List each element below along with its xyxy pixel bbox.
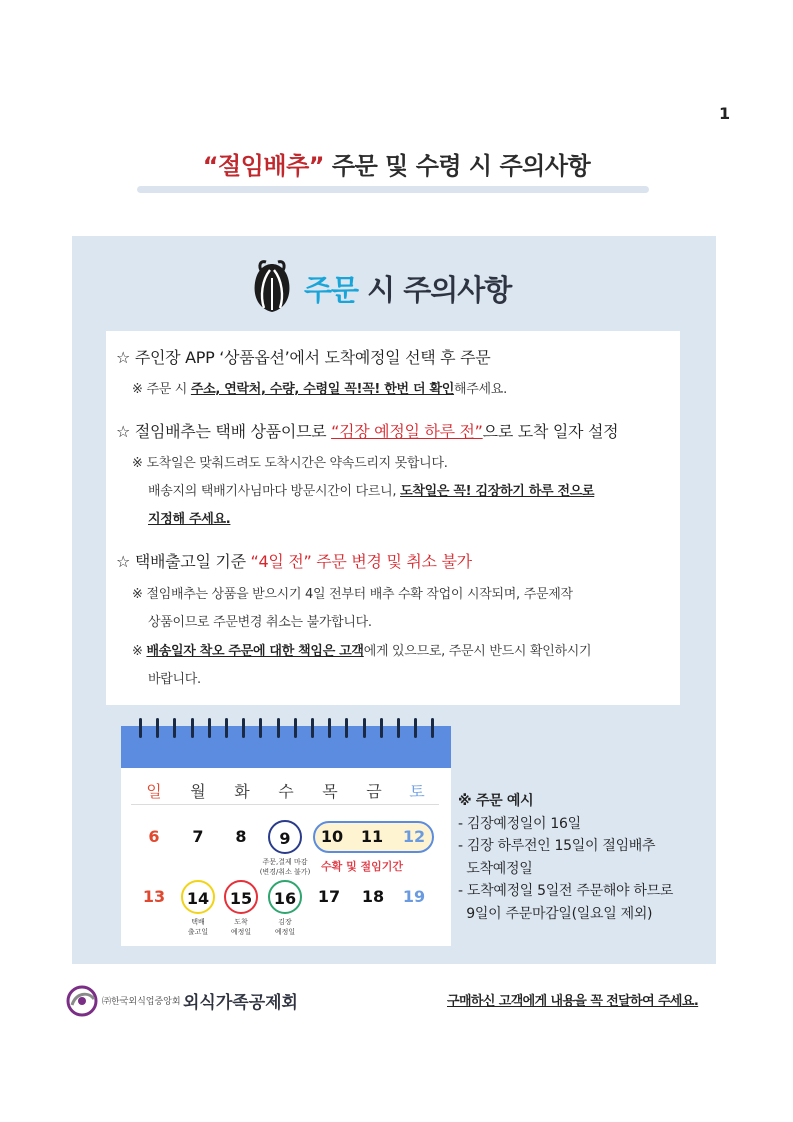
weekday-wed: 수	[278, 782, 294, 801]
order-example-line: 9일이 주문마감일(일요일 제외)	[458, 905, 653, 922]
rule-2-note-3: 지정해 주세요.	[148, 512, 231, 527]
weekday-mon: 월	[190, 782, 206, 801]
rule-2-note-1: ※ 도착일은 맞춰드려도 도착시간은 약속드리지 못합니다.	[132, 456, 448, 471]
note-mark: ※	[132, 587, 143, 602]
org-name-small: ㈜한국외식업중앙회	[102, 997, 181, 1007]
order-example	[458, 790, 673, 925]
rule-3-note-1: ※ 절임배추는 상품을 받으시기 4일 전부터 배추 수확 작업이 시작되며, 주문제작	[132, 587, 573, 602]
caption-ship-date: 택배 출고일	[187, 918, 209, 936]
binder-ring	[225, 718, 228, 738]
title-rest: 주문 및 수령 시 주의사항	[324, 152, 591, 180]
order-example-heading: ※ 주문 예시	[458, 793, 534, 809]
star-icon: ☆	[116, 422, 131, 441]
binder-ring	[380, 718, 383, 738]
calendar-header	[121, 726, 451, 768]
note-mark: ※	[132, 456, 143, 471]
binder-ring	[277, 718, 280, 738]
notice-card	[106, 331, 680, 705]
harvest-range-label: 수확 및 절임기간	[321, 860, 404, 873]
star-icon: ☆	[116, 552, 131, 571]
binder-ring	[191, 718, 194, 738]
binder-ring	[242, 718, 245, 738]
binder-ring	[345, 718, 348, 738]
rule-3: ☆ 택배출고일 기준 “4일 전” 주문 변경 및 취소 불가	[116, 552, 472, 571]
binder-ring	[156, 718, 159, 738]
order-example-line: - 도착예정일 5일전 주문해야 하므로	[458, 883, 674, 899]
weekday-tue: 화	[234, 782, 250, 801]
section-title-rest: 시 주의사항	[358, 273, 512, 307]
note-mark: ※	[132, 644, 143, 659]
day-12: 12	[402, 827, 426, 846]
day-15-arrival-date: 15	[224, 880, 258, 914]
rule-2-highlight: “김장 예정일 하루 전”	[331, 422, 483, 441]
day-14-ship-date: 14	[181, 880, 215, 914]
caption-arrival-date: 도착 예정일	[230, 918, 252, 936]
rule-1	[116, 345, 490, 368]
binder-ring	[431, 718, 434, 738]
calendar-example	[121, 726, 451, 946]
rule-3-note-2: 상품이므로 주문변경 취소는 불가합니다.	[148, 615, 372, 630]
day-19: 19	[402, 887, 426, 906]
weekday-sun: 일	[146, 782, 162, 801]
day-9-order-deadline: 9	[268, 820, 302, 854]
binder-ring	[259, 718, 262, 738]
binder-ring	[414, 718, 417, 738]
rule-2: ☆ 절임배추는 택배 상품이므로 “김장 예정일 하루 전”으로 도착 일자 설정	[116, 422, 619, 441]
cabbage-icon	[250, 258, 294, 314]
section-title-highlight: 주문	[304, 273, 359, 307]
kfa-logo-icon	[66, 985, 98, 1017]
day-18: 18	[361, 887, 385, 906]
binder-ring	[173, 718, 176, 738]
weekday-thu: 목	[322, 782, 338, 801]
note-mark: ※	[132, 382, 143, 397]
title-underline-bar	[137, 186, 649, 193]
binder-ring	[208, 718, 211, 738]
star-icon: ☆	[116, 348, 131, 367]
day-11: 11	[360, 827, 384, 846]
day-16-kimjang-date: 16	[268, 880, 302, 914]
weekday-fri: 금	[366, 782, 382, 801]
rule-3-note-4: 바랍니다.	[148, 672, 201, 687]
rule-2-note-2: 배송지의 택배기사님마다 방문시간이 다르니, 도착일은 꼭! 김장하기 하루 전으로	[148, 484, 595, 499]
caption-order-deadline: 주문,결제 마감 (변경/취소 불가)	[259, 858, 311, 876]
section-title	[304, 268, 511, 309]
rule-3-note-3: ※ 배송일자 착오 주문에 대한 책임은 고객에게 있으므로, 주문시 반드시 확인하시기	[132, 644, 592, 659]
day-7: 7	[192, 827, 204, 846]
order-example-line: 도착예정일	[458, 860, 533, 877]
binder-ring	[139, 718, 142, 738]
binder-ring	[311, 718, 314, 738]
day-8: 8	[235, 827, 247, 846]
rule-1-note: ※ 주문 시 주소, 연락처, 수량, 수령일 꼭!꼭! 한번 더 확인해주세요.	[132, 382, 507, 397]
section-header	[72, 258, 716, 318]
day-6: 6	[148, 827, 160, 846]
day-10: 10	[320, 827, 344, 846]
day-17: 17	[317, 887, 341, 906]
page-number: 1	[719, 104, 731, 123]
binder-ring	[294, 718, 297, 738]
title-accent: “절임배추”	[202, 152, 325, 180]
day-13: 13	[142, 887, 166, 906]
rule-3-highlight: “4일 전” 주문 변경 및 취소 불가	[250, 552, 472, 571]
binder-ring	[363, 718, 366, 738]
org-name: 외식가족공제회	[183, 993, 298, 1013]
caption-kimjang-date: 김장 예정일	[274, 918, 296, 936]
weekday-sat: 토	[409, 782, 425, 801]
binder-ring	[397, 718, 400, 738]
footer-note: 구매하신 고객에게 내용을 꼭 전달하여 주세요.	[447, 994, 699, 1009]
order-example-line: - 김장 하루전인 15일이 절임배추	[458, 838, 656, 854]
rule-1-text: 주인장 APP ‘상품옵션’에서 도착예정일 선택 후 주문	[134, 348, 491, 367]
order-example-line: - 김장예정일이 16일	[458, 815, 581, 832]
page-title	[0, 146, 793, 181]
weekday-divider	[131, 804, 439, 805]
binder-ring	[328, 718, 331, 738]
